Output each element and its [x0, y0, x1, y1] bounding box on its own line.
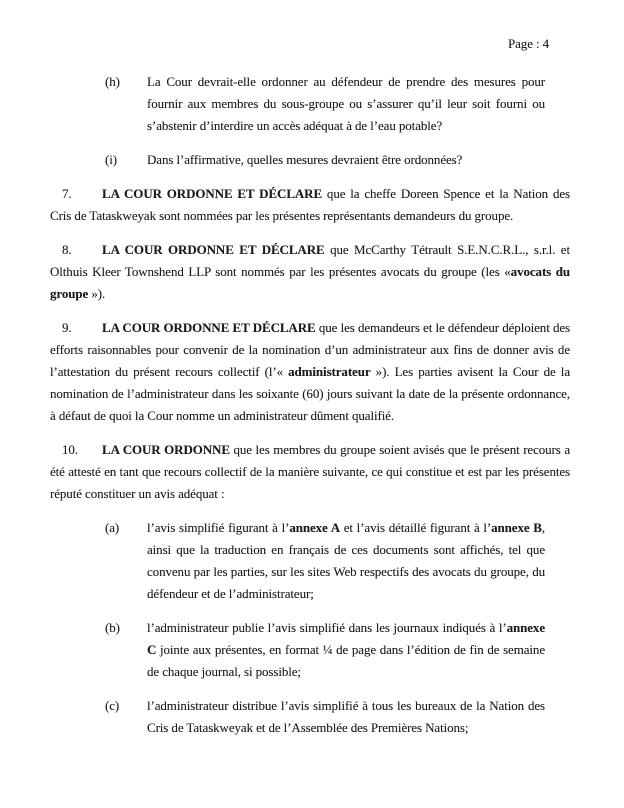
order-lead-phrase-10: LA COUR ORDONNE [102, 442, 230, 457]
question-label-h: (h) [105, 74, 120, 89]
text-segment: l’avis simplifié figurant à l’ [147, 520, 290, 535]
notice-item-a [105, 517, 545, 605]
notice-label-c: (c) [105, 698, 120, 713]
paragraph-number-8: 8. [62, 242, 72, 257]
annex-c-ref: annexe C [147, 620, 545, 657]
paragraph-text-10: que les membres du groupe soient avisés que le présent recours a été attesté en tant que recours collectif de la manière suivante, ce qui constitue et est par les présentes réputé constituer un avis adéquat : [50, 442, 570, 501]
question-item-h [105, 71, 545, 137]
notice-label-b: (b) [105, 620, 120, 635]
paragraph-number-9: 9. [62, 320, 72, 335]
text-segment: l’administrateur publie l’avis simplifié dans les journaux indiqués à l’ [147, 620, 507, 635]
annex-a-ref: annexe A [289, 520, 341, 535]
notice-text-b [147, 617, 545, 683]
notice-text-c: l’administrateur distribue l’avis simplifié à tous les bureaux de la Nation des Cris de Tataskweyak et de l’Assemblée des Premières Nations; [147, 698, 545, 735]
paragraph-text-8a: que McCarthy Tétrault S.E.N.C.R.L., s.r.l. et Olthuis Kleer Townshend LLP sont nommés par les présentes avocats du groupe (les « [50, 242, 570, 279]
page-number-label: Page : 4 [508, 36, 550, 51]
order-lead-phrase-7: LA COUR ORDONNE ET DÉCLARE [102, 186, 323, 201]
notice-label-a: (a) [105, 520, 120, 535]
order-lead-phrase-8: LA COUR ORDONNE ET DÉCLARE [102, 242, 325, 257]
question-text-h: La Cour devrait-elle ordonner au défendeur de prendre des mesures pour fournir aux membres du sous-groupe ou s’assurer qu’il leur soit fourni ou s’abstenir d’interdire un accès adéquat à de l’eau potable? [147, 74, 545, 133]
text-segment: jointe aux présentes, en format ¼ de page dans l’édition de fin de semaine de chaque journal, si possible; [147, 642, 545, 679]
question-label-i: (i) [105, 152, 117, 167]
order-paragraph-10 [50, 439, 570, 505]
question-item-i [105, 149, 545, 171]
paragraph-text-9a: que les demandeurs et le défendeur déploient des efforts raisonnables pour convenir de la nomination d’un administrateur aux fins de donner avis de l’attestation du présent recours collectif (l’« [50, 320, 571, 379]
order-lead-phrase-9: LA COUR ORDONNE ET DÉCLARE [102, 320, 316, 335]
order-paragraph-8 [50, 239, 570, 305]
order-paragraph-9 [50, 317, 570, 427]
notice-text-a [147, 517, 545, 605]
notice-item-c [105, 695, 545, 739]
paragraph-text-7: que la cheffe Doreen Spence et la Nation des Cris de Tataskweyak sont nommées par les présentes représentants demandeurs du groupe. [50, 186, 570, 223]
defined-term-administrateur: administrateur [288, 364, 371, 379]
notice-item-b [105, 617, 545, 683]
order-paragraph-7 [50, 183, 570, 227]
paragraph-number-10: 10. [62, 442, 78, 457]
document-content [50, 71, 570, 751]
defined-term-avocats-du-groupe: avocats du groupe [50, 264, 570, 301]
text-segment: , ainsi que la traduction en français de ces documents sont affichés, tel que convenu par les parties, sur les sites Web respectifs des avocats du groupe, du défendeur et de l’administrateur; [147, 520, 546, 601]
question-text-i: Dans l’affirmative, quelles mesures devraient être ordonnées? [147, 152, 463, 167]
paragraph-number-7: 7. [62, 186, 72, 201]
text-segment: et l’avis détaillé figurant à l’ [340, 520, 492, 535]
paragraph-text-9b: »). Les parties avisent la Cour de la nomination de l’administrateur dans les soixante (60) jours suivant la date de la présente ordonnance, à défaut de quoi la Cour nomme un administrateur dûment qualifié. [50, 364, 570, 423]
paragraph-text-8b: »). [88, 286, 106, 301]
annex-b-ref: annexe B [491, 520, 542, 535]
